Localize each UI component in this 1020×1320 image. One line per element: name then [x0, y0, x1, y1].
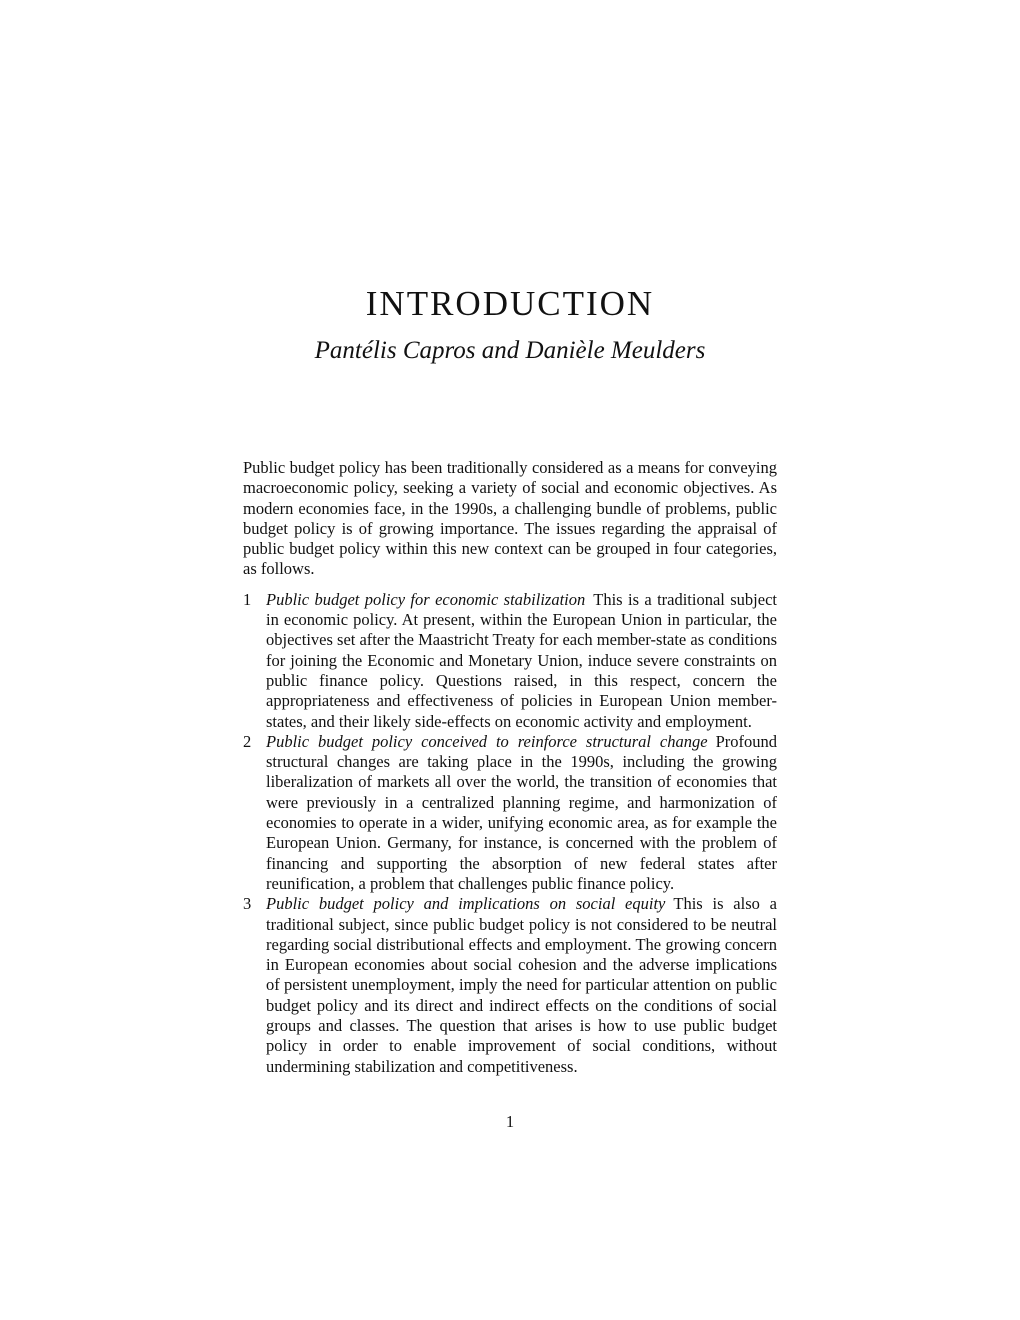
list-item	[243, 894, 777, 1077]
list-item-heading: Public budget policy conceived to reinforce structural change	[266, 731, 708, 751]
body-text	[243, 458, 777, 1077]
list-item-heading: Public budget policy and implications on social equity	[266, 894, 666, 914]
list-item	[243, 732, 777, 894]
list-item	[243, 590, 777, 732]
category-list	[243, 590, 777, 1077]
list-item-text: This is a traditional subject in economic policy. At present, within the European Union in particular, the objectives set after the Maastricht Treaty for each member-state as conditions for joining the Economic and Monetary Union, induce severe constraints on public finance policy. Questions raised, in this respect, concern the appropriateness and effectiveness of policies in European Union member-states, and their likely side-effects on economic activity and employment.	[266, 589, 778, 731]
chapter-authors: Pantélis Capros and Danièle Meulders	[314, 337, 706, 364]
list-item-text: This is also a traditional subject, since public budget policy is not considered to be neutral regarding social distributional effects and employment. The growing concern in European economies about social cohesion and the adverse implications of persistent unemployment, imply the need for particular attention on public budget policy and its direct and indirect effects on the conditions of social groups and classes. The question that arises is how to use public budget policy in order to enable improvement of social conditions, without undermining stabilization and competitiveness.	[266, 894, 777, 1076]
chapter-title: INTRODUCTION	[365, 284, 655, 323]
page-number: 1	[505, 1112, 515, 1131]
list-item-number: 2	[243, 731, 252, 751]
list-item-number: 1	[243, 589, 252, 609]
list-item-number: 3	[243, 894, 252, 914]
list-item-text: Profound structural changes are taking place in the 1990s, including the growing liberalization of markets all over the world, the transition of economies that were previously in a centralized planning regime, and harmonization of economies to operate in a wider, unifying economic area, as for example the European Union. Germany, for instance, is concerned with the problem of financing and supporting the absorption of new federal states after reunification, a problem that challenges public finance policy.	[266, 731, 777, 893]
intro-paragraph: Public budget policy has been traditionally considered as a means for conveying macroeconomic policy, seeking a variety of social and economic objectives. As modern economies face, in the 1990s, a challenging bundle of problems, public budget policy is of growing importance. The issues regarding the appraisal of public budget policy within this new context can be grouped in four categories, as follows.	[243, 458, 777, 579]
list-item-heading: Public budget policy for economic stabilization	[266, 589, 586, 609]
